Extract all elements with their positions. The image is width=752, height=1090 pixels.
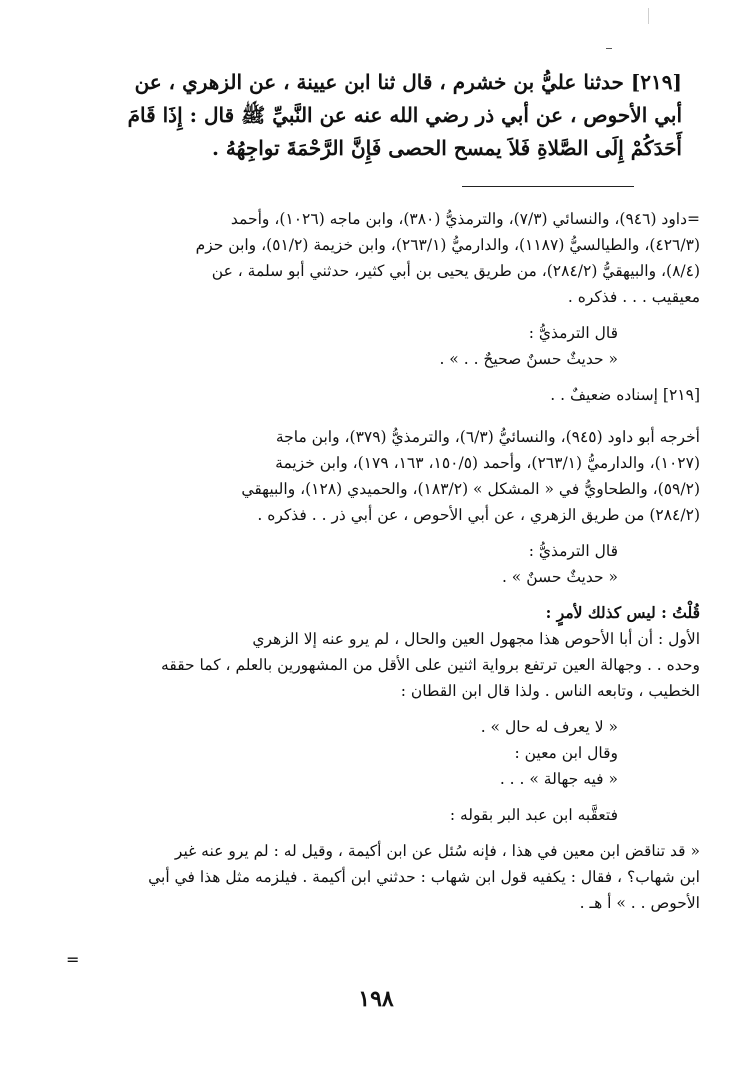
- note-line: ابن شهاب؟ ، فقال : يكفيه قول ابن شهاب : حدثني ابن أكيمة . فيلزمه مثل هذا في أبي: [148, 868, 700, 886]
- main-line: أَحَدَكُمْ إِلَى الصَّلاةِ فَلاَ يمسح الحصى فَإِنَّ الرَّحْمَةَ تواجِهُهُ .: [212, 136, 682, 160]
- note-line: (٤٢٦/٣)، والطيالسيُّ (١١٨٧)، والدارميُّ (٢٦٣/١)، وابن خزيمة (٥١/٢)، وابن حزم: [195, 236, 700, 254]
- isnad-heading: [٢١٩] إسناده ضعيفٌ . .: [550, 386, 700, 404]
- ibn-maeen-quote: « فيه جهالة » . . .: [499, 770, 618, 788]
- note-line: الأول : أن أبا الأحوص هذا مجهول العين والحال ، لم يرو عنه إلا الزهري: [252, 630, 700, 648]
- qultu-line: قُلْتُ : ليس كذلك لأمرٍ :: [545, 603, 700, 622]
- qattan-quote: « لا يعرف له حال » .: [480, 718, 618, 736]
- note-line: (٨/٤)، والبيهقيُّ (٢٨٤/٢)، من طريق يحيى بن أبي كثير، حدثني أبو سلمة ، عن: [211, 262, 700, 280]
- note-line: (٥٩/٢)، والطحاويُّ في « المشكل » (١٨٣/٢)، والحميدي (١٢٨)، والبيهقي: [241, 480, 700, 498]
- note-line: معيقيب . . . فذكره .: [567, 288, 700, 306]
- ibn-abdulbarr-line: فتعقَّبه ابن عبد البر بقوله :: [449, 806, 618, 824]
- main-line: [٢١٩] حدثنا عليُّ بن خشرم ، قال ثنا ابن عيينة ، عن الزهري ، عن: [134, 70, 682, 94]
- tirmidhi-quote: « حديثٌ حسنٌ » .: [501, 568, 618, 586]
- note-line: الأحوص . . » أ هـ .: [579, 894, 700, 912]
- note-line: وحده . . وجهالة العين ترتفع برواية اثنين على الأقل من المشهورين بالعلم ، كما حققه: [161, 656, 700, 674]
- tirmidhi-label: قال الترمذيُّ :: [528, 324, 618, 342]
- footnote-separator: [462, 186, 634, 187]
- note-line: (٢٨٤/٢) من طريق الزهري ، عن أبي الأحوص ، عن أبي ذر . . فذكره .: [257, 506, 700, 524]
- scan-edge-mark: [648, 8, 649, 24]
- ibn-maeen-label: وقال ابن معين :: [514, 744, 618, 762]
- note-line: الخطيب ، وتابعه الناس . ولذا قال ابن القطان :: [400, 682, 700, 700]
- tirmidhi-quote: « حديثٌ حسنٌ صحيحٌ . . » .: [439, 350, 618, 368]
- continuation-mark: =: [66, 950, 80, 969]
- footnotes: [60, 206, 700, 916]
- top-tick-mark: [606, 48, 612, 49]
- note-line: أخرجه أبو داود (٩٤٥)، والنسائيُّ (٦/٣)، والترمذيُّ (٣٧٩)، وابن ماجة: [275, 428, 700, 446]
- page-number: ١٩٨: [358, 986, 394, 1012]
- main-line: أبي الأحوص ، عن أبي ذر رضي الله عنه عن النَّبيِّ ﷺ قال : إِذَا قَامَ: [127, 103, 682, 127]
- tirmidhi-label: قال الترمذيُّ :: [528, 542, 618, 560]
- note-line: « قد تناقض ابن معين في هذا ، فإنه سُئل عن ابن أكيمة ، وقيل له : لم يرو عنه غير: [174, 842, 700, 860]
- hadith-main-text: [76, 66, 682, 165]
- note-line: =داود (٩٤٦)، والنسائي (٧/٣)، والترمذيُّ (٣٨٠)، وابن ماجه (١٠٢٦)، وأحمد: [230, 210, 700, 228]
- note-line: (١٠٢٧)، والدارميُّ (٢٦٣/١)، وأحمد (١٥٠/٥، ١٦٣، ١٧٩)، وابن خزيمة: [275, 454, 700, 472]
